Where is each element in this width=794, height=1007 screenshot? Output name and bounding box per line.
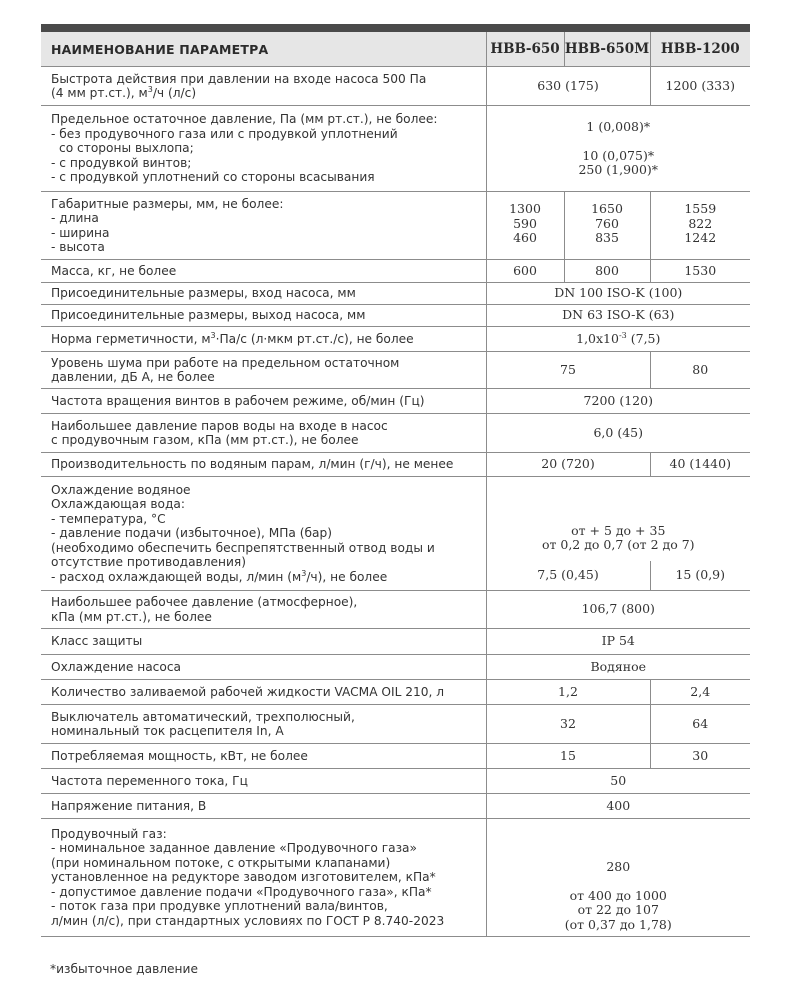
param-cell: Частота вращения винтов в рабочем режиме, об/мин (Гц) [41,389,486,414]
value-cell: 1650 760 835 [564,192,650,260]
value-cell: 7,5 (0,45) [486,561,650,591]
param-cell: Предельное остаточное давление, Па (мм рт.ст.), не более: - без продувочного газа или с продувкой уплотнений со стороны выхлопа; - с продувкой винтов; - с продувкой уплотнений со стороны всасывания [41,106,486,192]
table-row [41,106,750,192]
param-cell: Масса, кг, не более [41,260,486,283]
table-row [41,680,750,705]
table-row [41,705,750,744]
param-cell: Уровень шума при работе на предельном остаточном давлении, дБ А, не более [41,352,486,389]
header-parameter: НАИМЕНОВАНИЕ ПАРАМЕТРА [41,32,486,67]
table-row [41,67,750,106]
table-row [41,283,750,305]
value-cell: 40 (1440) [650,453,750,477]
footnote: *избыточное давление [50,962,198,976]
table-header-row [41,32,750,67]
table-row [41,260,750,283]
header-model-1200: НВВ-1200 [650,32,750,67]
param-cell: Охлаждение водяное Охлаждающая вода: - температура, °С - давление подачи (избыточное), МПа (бар) (необходимо обеспечить беспрепятственный отвод воды и отсутствие противодавления) - расход охлаждающей воды, л/мин $(м^3/ч)$, не более [41,477,486,591]
param-cell: Габаритные размеры, мм, не более: - длина - ширина - высота [41,192,486,260]
table-row [41,414,750,453]
param-cell: Напряжение питания, В [41,794,486,819]
value-cell: 2,4 [650,680,750,705]
value-cell: Водяное [486,655,750,680]
value-cell: 15 (0,9) [650,561,750,591]
value-cell: DN 100 ISO-K (100) [486,283,750,305]
table-top-bar [41,24,750,32]
table-row [41,327,750,352]
param-cell: Присоединительные размеры, вход насоса, мм [41,283,486,305]
value-cell: 80 [650,352,750,389]
table-row [41,192,750,260]
value-cell: IP 54 [486,629,750,655]
value-cell: от + 5 до + 35 от 0,2 до 0,7 (от 2 до 7) [486,477,750,561]
table-row [41,819,750,937]
specifications-table [41,32,750,937]
param-cell: Наибольшее рабочее давление (атмосферное), кПа (мм рт.ст.), не более [41,591,486,629]
table-row [41,769,750,794]
table-row [41,655,750,680]
value-cell: 106,7 (800) [486,591,750,629]
value-cell: 64 [650,705,750,744]
param-cell: Частота переменного тока, Гц [41,769,486,794]
param-cell: Присоединительные размеры, выход насоса, мм [41,305,486,327]
value-cell: 1 (0,008)* 10 (0,075)* 250 (1,900)* [486,106,750,192]
value-cell: DN 63 ISO-K (63) [486,305,750,327]
value-cell: 15 [486,744,650,769]
param-cell: Быстрота действия при давлении на входе насоса 500 Па (4 мм рт.ст.), $м^3/ч$ (л/с) [41,67,486,106]
table-row [41,744,750,769]
table-row [41,591,750,629]
param-cell: Выключатель автоматический, трехполюсный, номинальный ток расцепителя In, A [41,705,486,744]
table-row [41,389,750,414]
value-cell: 600 [486,260,564,283]
value-cell: 20 (720) [486,453,650,477]
table-row [41,352,750,389]
value-cell: 280 от 400 до 1000 от 22 до 107 (от 0,37 до 1,78) [486,819,750,937]
param-cell: Норма герметичности, $м^3\cdot Па/с$ (л·мкм рт.ст./с), не более [41,327,486,352]
table-row [41,305,750,327]
table-row [41,629,750,655]
param-cell: Продувочный газ: - номинальное заданное давление «Продувочного газа» (при номинальном потоке, с открытыми клапанами) установленное на редукторе заводом изготовителем, кПа* - допустимое давление подачи «Продувочного газа», кПа* - поток газа при продувке уплотнений вала/винтов, л/мин (л/с), при стандартных условиях по ГОСТ Р 8.740-2023 [41,819,486,937]
value-cell: 30 [650,744,750,769]
table-row [41,794,750,819]
value-cell: 1530 [650,260,750,283]
value-cell: 800 [564,260,650,283]
param-cell: Потребляемая мощность, кВт, не более [41,744,486,769]
param-cell: Наибольшее давление паров воды на входе в насос с продувочным газом, кПа (мм рт.ст.), не более [41,414,486,453]
value-cell: 50 [486,769,750,794]
value-cell: 400 [486,794,750,819]
value-cell: 1559 822 1242 [650,192,750,260]
param-cell: Класс защиты [41,629,486,655]
value-cell: 7200 (120) [486,389,750,414]
value-cell: 1,2 [486,680,650,705]
table-row [41,453,750,477]
value-cell: 75 [486,352,650,389]
value-cell: $1,0x10^{-3}$ (7,5) [486,327,750,352]
value-cell: 630 (175) [486,67,650,106]
value-cell: 6,0 (45) [486,414,750,453]
header-model-650: НВВ-650 [486,32,564,67]
value-cell: 1200 (333) [650,67,750,106]
param-cell: Количество заливаемой рабочей жидкости VACMA OIL 210, л [41,680,486,705]
value-cell: 32 [486,705,650,744]
table-row [41,477,750,561]
value-cell: 1300 590 460 [486,192,564,260]
param-cell: Охлаждение насоса [41,655,486,680]
param-cell: Производительность по водяным парам, л/мин (г/ч), не менее [41,453,486,477]
header-model-650m: НВВ-650М [564,32,650,67]
